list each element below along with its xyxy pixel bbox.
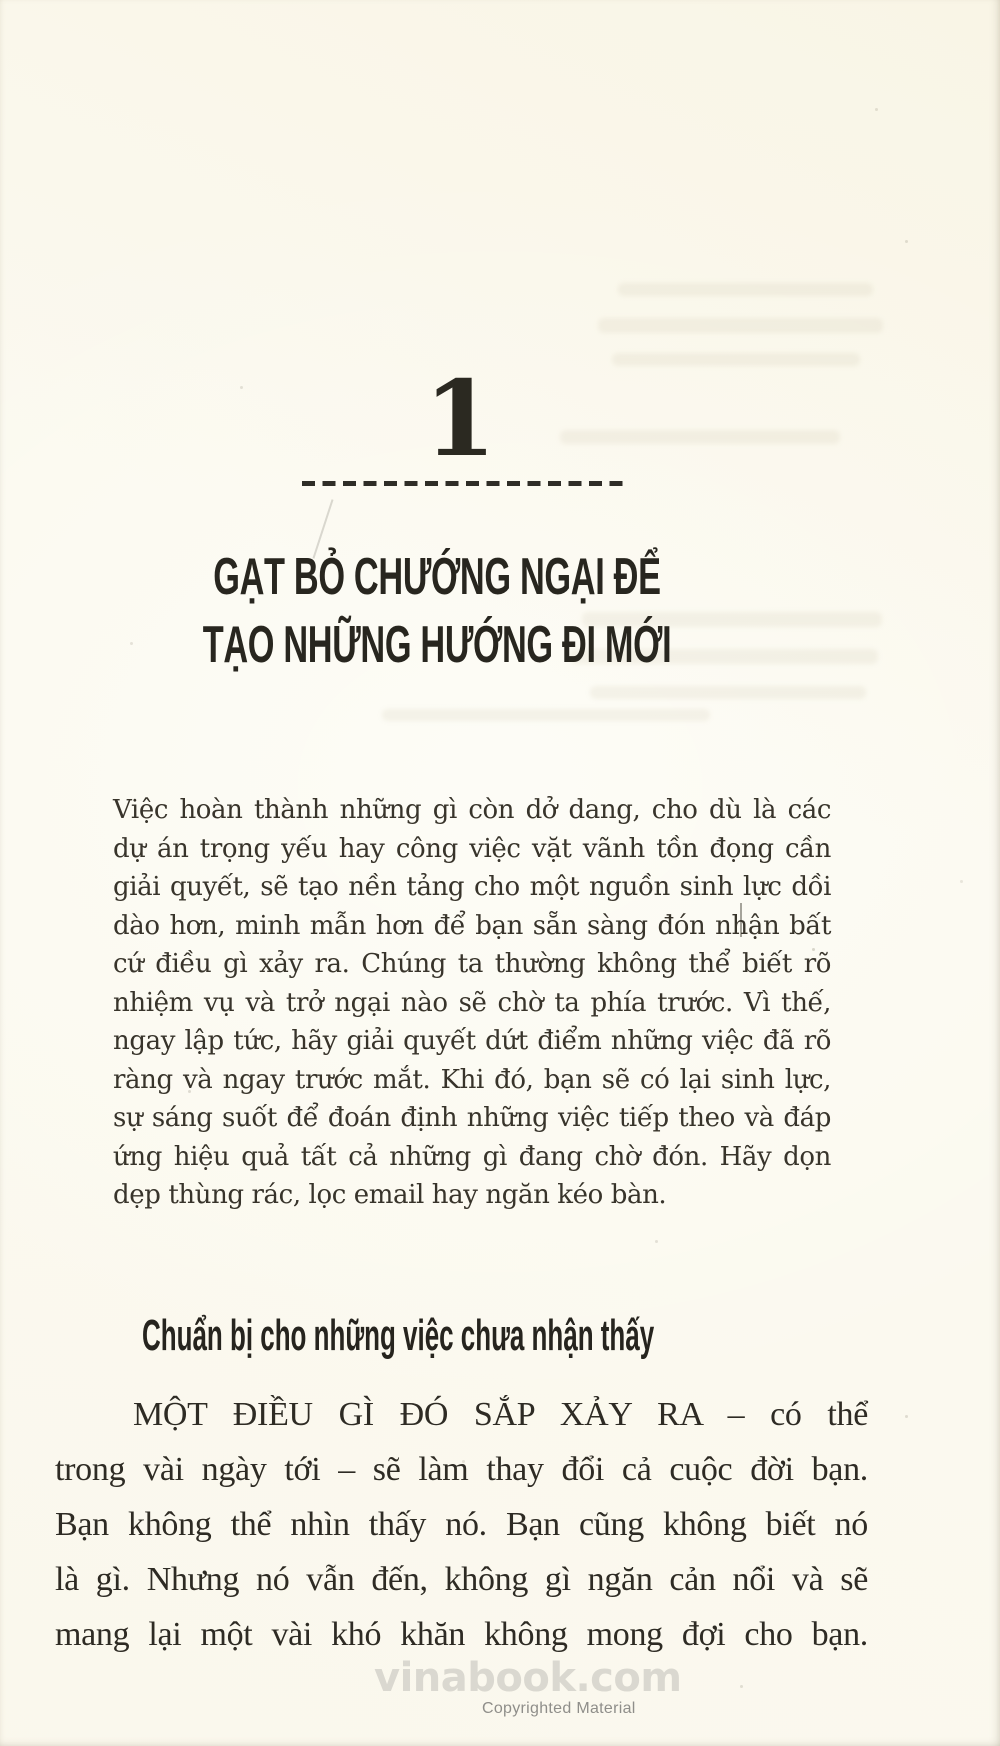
paragraph-line: ràng và ngay trước mắt. Khi đó, bạn sẽ có lại sinh lực, [113, 1064, 831, 1095]
bleedthrough-ghost [618, 283, 873, 296]
watermark-text: vinabook.com [374, 1655, 682, 1701]
chapter-title-text: GẠT BỎ CHƯỚNG NGẠI ĐỂ [213, 548, 661, 606]
body-paragraph-1 [113, 791, 831, 1215]
paragraph-line: dự án trọng yếu hay công việc vặt vãnh tồn đọng cần [113, 833, 831, 864]
paragraph-line: ngay lập tức, hãy giải quyết dứt điểm những việc đã rõ [113, 1026, 831, 1056]
paragraph-line: dào hơn, minh mẫn hơn để bạn sẵn sàng đón nhận bất [113, 910, 831, 941]
body-paragraph-2 [55, 1387, 868, 1662]
paragraph-line: ứng hiệu quả tất cả những gì đang chờ đón. Hãy dọn [113, 1141, 831, 1172]
paragraph-line: sự sáng suốt để đoán định những việc tiếp theo và đáp [113, 1103, 831, 1133]
bleedthrough-ghost [612, 353, 860, 366]
paragraph-line: dẹp thùng rác, lọc email hay ngăn kéo bàn. [113, 1180, 667, 1210]
section-subheading [142, 1312, 1000, 1360]
copyright-notice: Copyrighted Material [482, 1700, 636, 1717]
paragraph-line: MỘT ĐIỀU GÌ ĐÓ SẮP XẢY RA – có thể [133, 1396, 868, 1433]
paragraph-line: giải quyết, sẽ tạo nền tảng cho một nguồn sinh lực dồi [113, 872, 831, 902]
bleedthrough-ghost [590, 686, 866, 699]
chapter-title-text: TẠO NHỮNG HƯỚNG ĐI MỚI [202, 616, 672, 674]
chapter-number: 1 [423, 357, 497, 480]
bleedthrough-ghost [598, 318, 883, 333]
paragraph-line: Bạn không thể nhìn thấy nó. Bạn cũng không biết nó [55, 1506, 868, 1543]
paragraph-line: là gì. Nhưng nó vẫn đến, không gì ngăn cản nổi và sẽ [55, 1561, 868, 1598]
paragraph-line: trong vài ngày tới – sẽ làm thay đổi cả cuộc đời bạn. [55, 1451, 868, 1488]
chapter-dashed-divider [302, 481, 626, 486]
paragraph-line: nhiệm vụ và trở ngại nào sẽ chờ ta phía trước. Vì thế, [113, 987, 831, 1018]
paragraph-line: Việc hoàn thành những gì còn dở dang, cho dù là các [113, 795, 831, 825]
paragraph-line: mang lại một vài khó khăn không mong đợi cho bạn. [55, 1616, 868, 1653]
chapter-title-line-1 [37, 547, 837, 607]
paragraph-line: cứ điều gì xảy ra. Chúng ta thường không thể biết rõ [113, 949, 831, 979]
chapter-title-line-2 [37, 615, 837, 675]
bleedthrough-ghost [382, 709, 710, 721]
section-subheading-text: Chuẩn bị cho những việc chưa nhận thấy [142, 1311, 655, 1360]
